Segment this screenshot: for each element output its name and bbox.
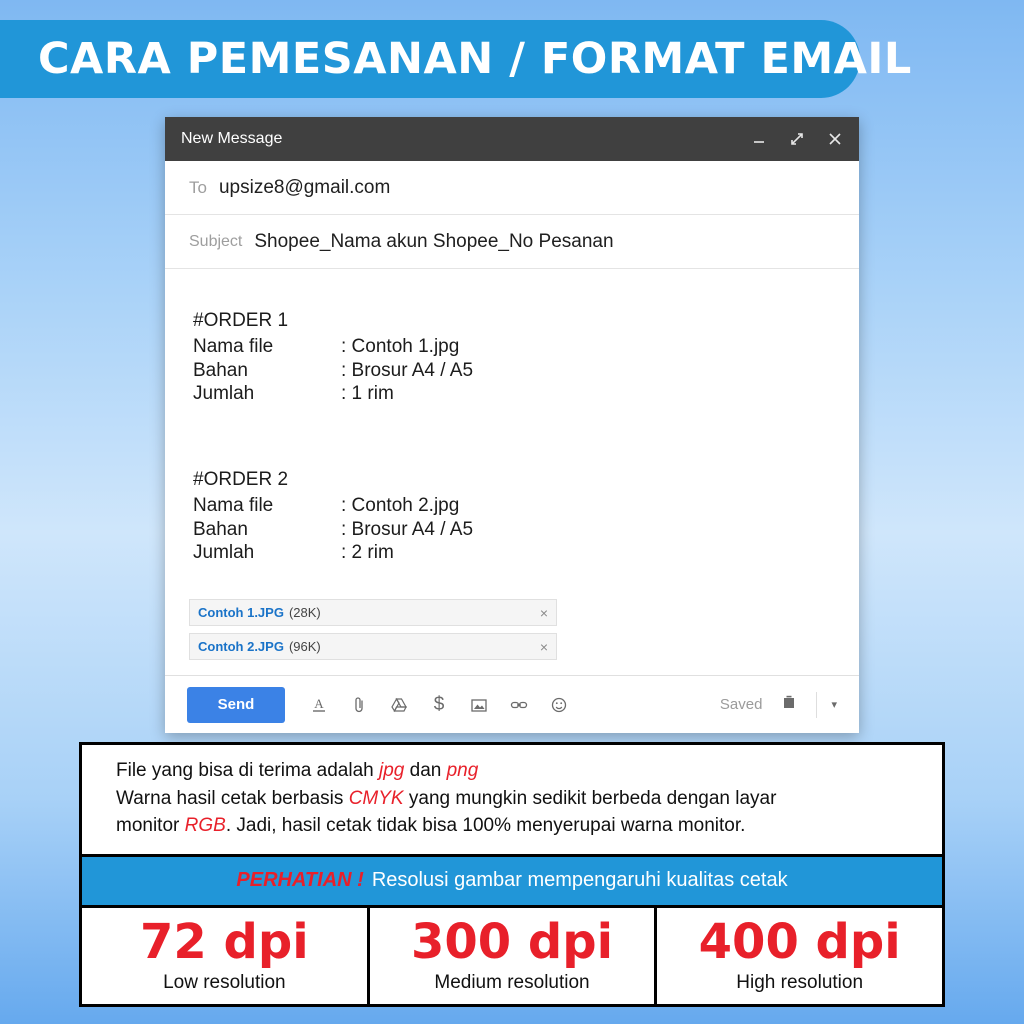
note-highlight-cmyk: CMYK: [348, 787, 404, 809]
attachment-size: (96K): [288, 639, 321, 654]
to-label: To: [189, 177, 207, 197]
remove-attachment-icon[interactable]: ×: [539, 638, 548, 655]
subject-field-row[interactable]: [165, 215, 859, 269]
to-input[interactable]: upsize8@gmail.com: [218, 176, 391, 198]
expand-icon[interactable]: [789, 131, 805, 147]
note-text: . Jadi, hasil cetak tidak bisa 100% menyerupai warna monitor.: [225, 815, 746, 837]
order-key: Nama file: [193, 494, 274, 516]
order-value: : 1 rim: [341, 383, 394, 405]
attachment-list: [165, 599, 859, 675]
toolbar-divider: [816, 692, 817, 718]
dpi-label: Medium resolution: [434, 971, 590, 993]
order-line: [193, 541, 859, 565]
order-value: : 2 rim: [341, 542, 394, 564]
attachment-item[interactable]: [189, 599, 557, 626]
message-body[interactable]: [165, 269, 859, 599]
note-text: File yang bisa di terima adalah: [116, 760, 379, 781]
attach-icon[interactable]: [339, 687, 379, 723]
order-key: Bahan: [193, 359, 248, 381]
to-field-row[interactable]: [165, 161, 859, 215]
dpi-cell: [370, 908, 658, 1004]
close-icon[interactable]: [827, 131, 843, 147]
attention-text: Resolusi gambar mempengaruhi kualitas cetak: [371, 869, 788, 892]
order-line: [193, 359, 859, 383]
dpi-value: 400 dpi: [698, 913, 901, 970]
order-block: [193, 468, 859, 565]
note-line-3: [116, 812, 916, 840]
order-key: Jumlah: [193, 383, 255, 405]
send-button[interactable]: Send: [187, 687, 285, 723]
note-highlight-rgb: RGB: [184, 815, 226, 837]
order-value: : Contoh 1.jpg: [341, 335, 460, 357]
order-value: : Brosur A4 / A5: [341, 359, 474, 381]
note-highlight-png: png: [446, 760, 479, 781]
note-text: Warna hasil cetak berbasis: [116, 787, 349, 809]
compose-window: [165, 117, 859, 733]
dpi-cell: [82, 908, 370, 1004]
order-line: [193, 518, 859, 542]
format-text-icon[interactable]: [299, 687, 339, 723]
note-highlight-jpg: jpg: [378, 760, 405, 781]
remove-attachment-icon[interactable]: ×: [539, 604, 548, 621]
order-title: #ORDER 2: [193, 469, 289, 490]
compose-titlebar: [165, 117, 859, 161]
compose-title: New Message: [181, 130, 283, 147]
note-text: monitor: [116, 815, 185, 837]
more-options-icon[interactable]: ▾: [831, 699, 837, 711]
attachment-name: Contoh 1.JPG: [198, 605, 284, 620]
attachment-name: Contoh 2.JPG: [198, 639, 284, 654]
order-line: [193, 382, 859, 406]
dpi-value: 72 dpi: [139, 913, 309, 970]
note-line-1: [116, 757, 916, 785]
order-key: Jumlah: [193, 542, 255, 564]
svg-text:A: A: [314, 695, 324, 711]
order-block: [193, 309, 859, 406]
minimize-icon[interactable]: [751, 131, 767, 147]
emoji-icon[interactable]: [539, 687, 579, 723]
order-key: Nama file: [193, 335, 274, 357]
attention-bar: [82, 854, 942, 908]
photo-icon[interactable]: [459, 687, 499, 723]
attachment-item[interactable]: [189, 633, 557, 660]
trash-icon[interactable]: [780, 693, 798, 716]
order-line: [193, 494, 859, 518]
page-banner: [0, 20, 912, 98]
page-title: CARA PEMESANAN / FORMAT EMAIL: [38, 34, 912, 84]
note-box: [82, 745, 942, 854]
order-key: Bahan: [193, 518, 248, 540]
money-icon[interactable]: $: [433, 693, 445, 715]
saved-status: Saved: [719, 696, 763, 713]
info-panel: [79, 742, 945, 1007]
compose-toolbar: [165, 675, 859, 733]
dpi-label: High resolution: [736, 971, 864, 993]
attachment-size: (28K): [288, 605, 321, 620]
note-text: dan: [404, 760, 447, 781]
attention-word: PERHATIAN !: [236, 869, 364, 892]
dpi-cell: [657, 908, 942, 1004]
order-title: #ORDER 1: [193, 310, 289, 331]
subject-input[interactable]: Shopee_Nama akun Shopee_No Pesanan: [254, 230, 614, 252]
order-value: : Contoh 2.jpg: [341, 494, 460, 516]
dpi-value: 300 dpi: [410, 913, 614, 970]
link-icon[interactable]: [499, 687, 539, 723]
order-line: [193, 335, 859, 359]
order-value: : Brosur A4 / A5: [341, 518, 474, 540]
drive-icon[interactable]: [379, 687, 419, 723]
subject-label: Subject: [189, 232, 243, 250]
dpi-comparison-row: [82, 908, 942, 1004]
note-line-2: [116, 785, 916, 813]
note-text: yang mungkin sedikit berbeda dengan layar: [403, 787, 777, 809]
dpi-label: Low resolution: [163, 971, 286, 993]
